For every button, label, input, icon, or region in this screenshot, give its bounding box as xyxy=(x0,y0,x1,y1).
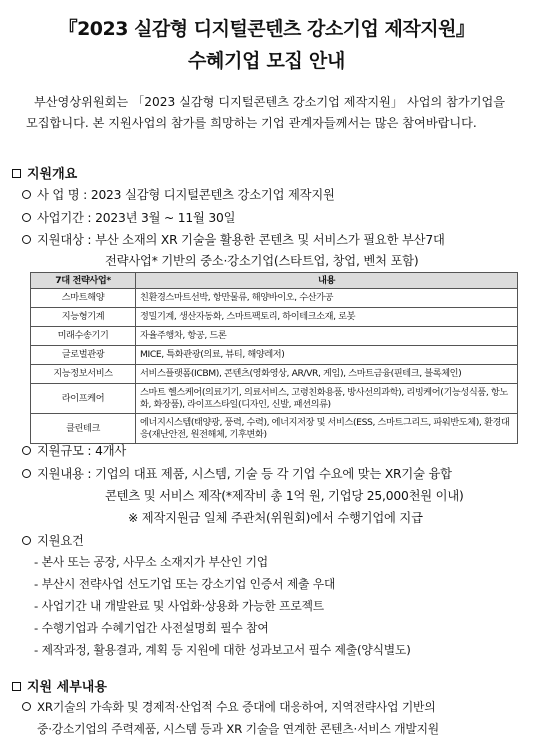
intro-paragraph xyxy=(26,92,516,134)
overview-target: 지원대상 : 부산 소재의 XR 기술을 활용한 콘텐츠 및 서비스가 필요한 부산7대 xyxy=(22,230,445,248)
table-cell-category: 스마트해양 xyxy=(31,289,136,308)
table-cell-category: 글로벌관광 xyxy=(31,346,136,365)
intro-line: 부산영상위원회는 「2023 실감형 디지털콘텐츠 강소기업 제작지원」 사업의 참가기업을 xyxy=(34,95,506,109)
table-cell-category: 라이프케어 xyxy=(31,384,136,414)
requirement-item: - 부산시 전략사업 선도기업 또는 강소기업 인증서 제출 우대 xyxy=(34,577,336,591)
table-header-row xyxy=(31,273,518,289)
table-cell-category: 클린테크 xyxy=(31,414,136,444)
table-cell-category: 지능정보서비스 xyxy=(31,365,136,384)
table-row xyxy=(31,289,518,308)
strategic-industries-table xyxy=(30,272,518,444)
table-row xyxy=(31,365,518,384)
overview-content: 지원내용 : 기업의 대표 제품, 시스템, 기술 등 각 기업 수요에 맞는 XR기술 융합 xyxy=(22,464,452,482)
section-heading-details: 지원 세부내용 xyxy=(12,676,107,695)
square-bullet-icon xyxy=(12,169,21,178)
table-row xyxy=(31,384,518,414)
section-heading-overview: 지원개요 xyxy=(12,163,77,182)
table-header-content: 내용 xyxy=(136,273,518,289)
circle-bullet-icon xyxy=(22,536,31,545)
table-row xyxy=(31,414,518,444)
table-cell-content: 친환경스마트선박, 항만물류, 해양바이오, 수산가공 xyxy=(136,289,518,308)
overview-period: 사업기간 : 2023년 3월 ~ 11월 30일 xyxy=(22,208,235,226)
circle-bullet-icon xyxy=(22,446,31,455)
table-cell-content: 스마트 헬스케어(의료기기, 의료서비스, 고령친화용품, 방사선의과학), 리빙케어(기능성식품, 항노화, 화장품), 라이프스타일(디자인, 신발, 패션의류) xyxy=(136,384,518,414)
table-row xyxy=(31,308,518,327)
table-header-category: 7대 전략사업* xyxy=(31,273,136,289)
details-line: XR기술의 가속화 및 경제적·산업적 수요 증대에 대응하여, 지역전략사업 기반의 xyxy=(22,698,435,715)
requirement-item: - 제작과정, 활용결과, 계획 등 지원에 대한 성과보고서 필수 제출(양식별도) xyxy=(34,643,411,657)
table-cell-content: 서비스플랫폼(ICBM), 콘텐츠(영화영상, AR/VR, 게임), 스마트금융(핀테크, 블록체인) xyxy=(136,365,518,384)
circle-bullet-icon xyxy=(22,469,31,478)
table-row xyxy=(31,346,518,365)
requirement-item: - 수행기업과 수혜기업간 사전설명회 필수 참여 xyxy=(34,621,269,635)
circle-bullet-icon xyxy=(22,190,31,199)
overview-target-continued: 전략사업* 기반의 중소·강소기업(스타트업, 창업, 벤처 포함) xyxy=(105,254,419,268)
table-cell-category: 지능형기계 xyxy=(31,308,136,327)
circle-bullet-icon xyxy=(22,702,31,711)
circle-bullet-icon xyxy=(22,213,31,222)
intro-line: 모집합니다. 본 지원사업의 참가를 희망하는 기업 관계자들께서는 많은 참여바랍니다. xyxy=(26,116,477,130)
details-line-continued: 중·강소기업의 주력제품, 시스템 등과 XR 기술을 연계한 콘텐츠·서비스 개발지원 xyxy=(37,722,439,736)
document-subtitle: 수혜기업 모집 안내 xyxy=(187,50,346,72)
overview-project-name: 사 업 명 : 2023 실감형 디지털콘텐츠 강소기업 제작지원 xyxy=(22,185,335,203)
circle-bullet-icon xyxy=(22,235,31,244)
table-cell-content: MICE, 특화관광(의료, 뷰티, 해양레저) xyxy=(136,346,518,365)
table-cell-content: 에너지시스템(태양광, 풍력, 수력), 에너지저장 및 서비스(ESS, 스마트그리드, 파워반도체), 환경대응(재난안전, 원전해체, 기후변화) xyxy=(136,414,518,444)
overview-scale: 지원규모 : 4개사 xyxy=(22,441,126,459)
document-title: 『2023 실감형 디지털콘텐츠 강소기업 제작지원』 xyxy=(58,18,475,40)
overview-content-note: ※ 제작지원금 일체 주관처(위원회)에서 수행기업에 지급 xyxy=(128,511,423,525)
requirement-item: - 사업기간 내 개발완료 및 사업화·상용화 가능한 프로젝트 xyxy=(34,599,324,613)
requirements-heading: 지원요건 xyxy=(22,531,84,549)
overview-content-continued: 콘텐츠 및 서비스 제작(*제작비 총 1억 원, 기업당 25,000천원 이내) xyxy=(105,489,464,503)
table-cell-content: 정밀기계, 생산자동화, 스마트팩토리, 하이테크소재, 로봇 xyxy=(136,308,518,327)
square-bullet-icon xyxy=(12,682,21,691)
table-row xyxy=(31,327,518,346)
table-cell-content: 자율주행차, 항공, 드론 xyxy=(136,327,518,346)
requirement-item: - 본사 또는 공장, 사무소 소재지가 부산인 기업 xyxy=(34,555,268,569)
table-cell-category: 미래수송기기 xyxy=(31,327,136,346)
